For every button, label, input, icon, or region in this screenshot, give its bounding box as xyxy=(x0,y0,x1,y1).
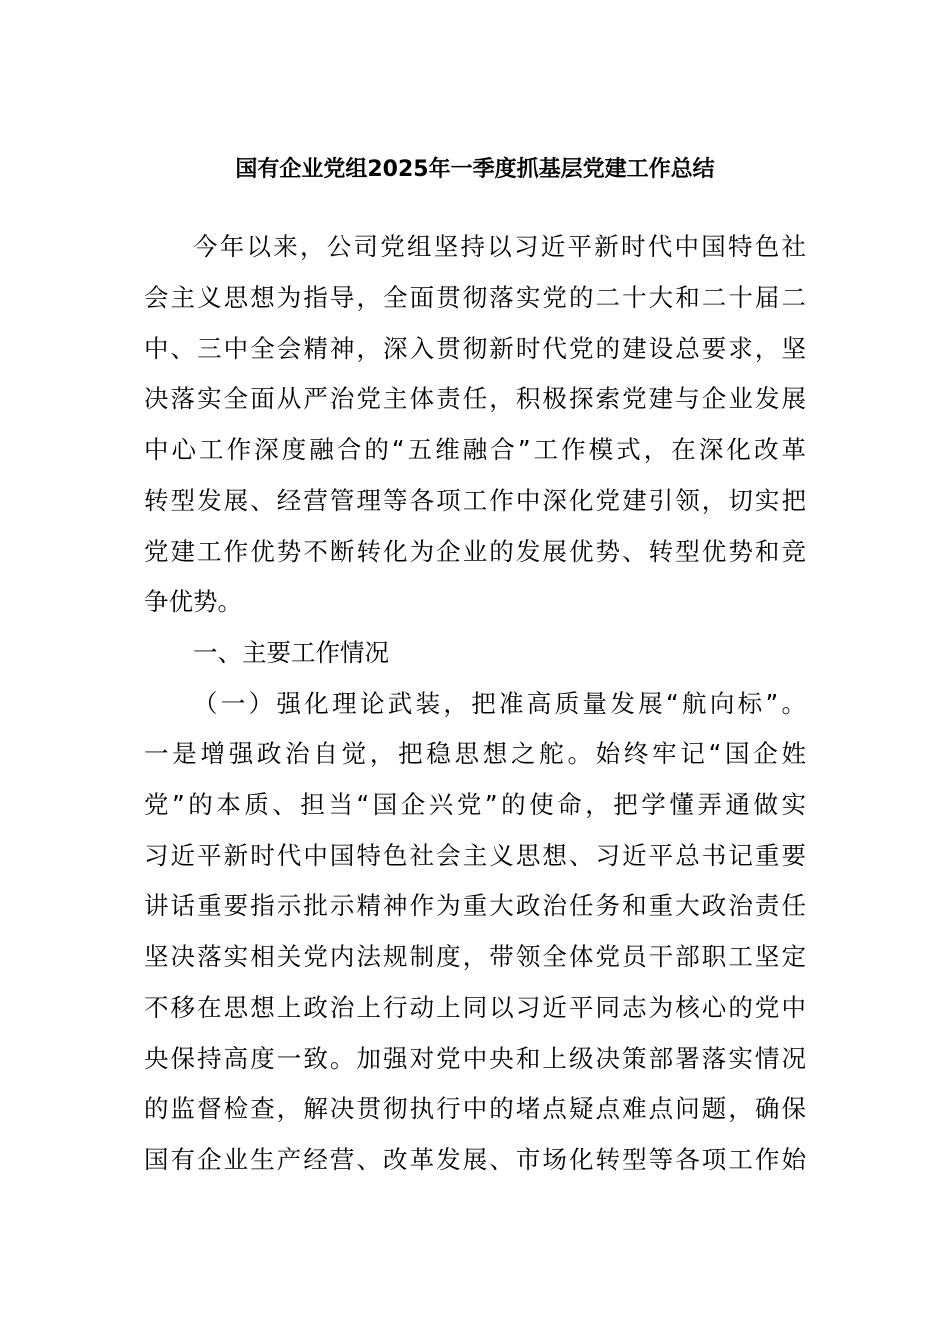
paragraph-line: 的监督检查，解决贯彻执行中的堵点疑点难点问题，确保 xyxy=(144,1094,806,1123)
section-heading: 一、主要工作情况 xyxy=(193,638,389,667)
paragraph-line: 一是增强政治自觉，把稳思想之舵。始终牢记“国企姓 xyxy=(144,739,806,768)
paragraph-line: 不移在思想上政治上行动上同以习近平同志为核心的党中 xyxy=(144,993,806,1022)
paragraph-line: 坚决落实相关党内法规制度，带领全体党员干部职工坚定 xyxy=(144,942,806,971)
paragraph-line: 讲话重要指示批示精神作为重大政治任务和重大政治责任 xyxy=(144,891,806,920)
paragraph-line: 争优势。 xyxy=(144,587,242,616)
paragraph-line: 党建工作优势不断转化为企业的发展优势、转型优势和竞 xyxy=(144,537,806,566)
paragraph-line: 转型发展、经营管理等各项工作中深化党建引领，切实把 xyxy=(144,486,806,515)
paragraph-line: 中、三中全会精神，深入贯彻新时代党的建设总要求，坚 xyxy=(144,334,806,363)
paragraph-line: 决落实全面从严治党主体责任，积极探索党建与企业发展 xyxy=(144,384,806,413)
paragraph-line: 党”的本质、担当“国企兴党”的使命，把学懂弄通做实 xyxy=(144,790,806,819)
paragraph-line: 国有企业生产经营、改革发展、市场化转型等各项工作始 xyxy=(144,1145,806,1174)
paragraph-line: 会主义思想为指导，全面贯彻落实党的二十大和二十届二 xyxy=(144,283,806,312)
paragraph-line: 今年以来，公司党组坚持以习近平新时代中国特色社 xyxy=(193,232,806,261)
document-title: 国有企业党组2025年一季度抓基层党建工作总结 xyxy=(235,157,715,182)
paragraph-line: 央保持高度一致。加强对党中央和上级决策部署落实情况 xyxy=(144,1044,806,1073)
subsection-heading: （一）强化理论武装，把准高质量发展“航向标”。 xyxy=(193,689,806,718)
paragraph-line: 中心工作深度融合的“五维融合”工作模式，在深化改革 xyxy=(144,435,806,464)
paragraph-line: 习近平新时代中国特色社会主义思想、习近平总书记重要 xyxy=(144,841,806,870)
